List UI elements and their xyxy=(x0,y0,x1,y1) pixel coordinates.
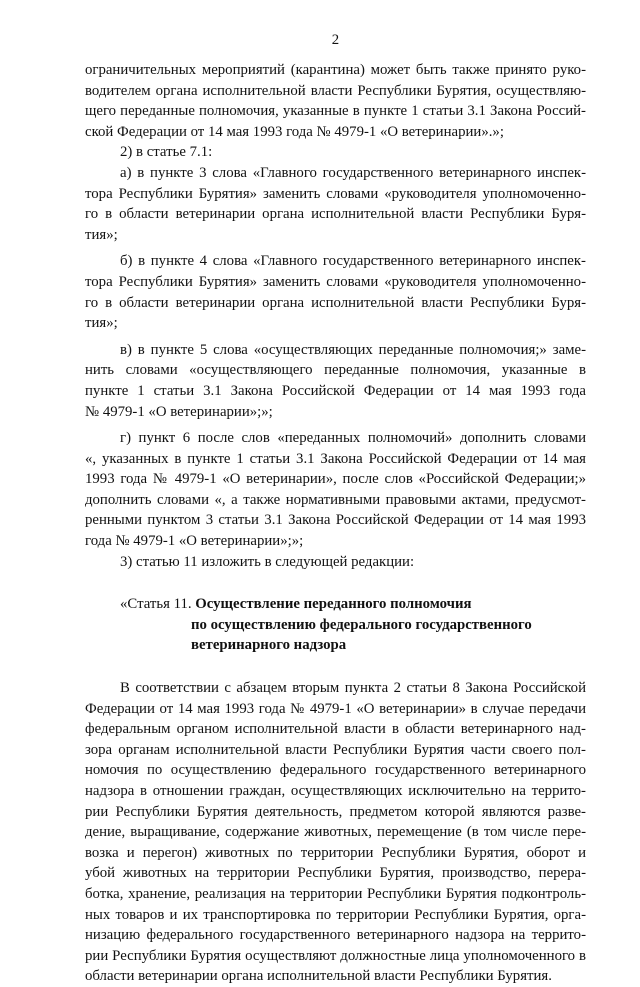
text-line: б) в пункте 4 слова «Главного государственного ветеринарного инспек- xyxy=(120,253,586,270)
article-heading xyxy=(85,594,586,656)
text-line: дение, выращивание, содержание животных, перемещение (в том числе пере- xyxy=(85,824,586,841)
text-line: тора Республики Бурятия» заменить словами «руководителя уполномоченно- xyxy=(85,273,586,290)
text-line: № 4979-1 «О ветеринарии»;»; xyxy=(85,403,273,420)
text-line: 3) статью 11 изложить в следующей редакции: xyxy=(120,553,415,570)
text-line: пункте 1 статьи 3.1 Закона Российской Федерации от 14 мая 1993 года xyxy=(85,382,586,399)
text-line: дополнить словами «, а также нормативными правовыми актами, предусмот- xyxy=(85,491,586,508)
article-title-line: ветеринарного надзора xyxy=(191,637,347,654)
text-line: области ветеринарии органа исполнительной власти Республики Бурятия. xyxy=(85,968,552,985)
text-line: рии Республики Бурятия осуществляют должностные лица уполномоченного в xyxy=(85,947,586,964)
text-line: а) в пункте 3 слова «Главного государственного ветеринарного инспек- xyxy=(120,164,586,181)
text-line: тия»; xyxy=(85,315,118,332)
text-line: ных товаров и их транспортировка по территории Республики Бурятия, орга- xyxy=(85,906,586,923)
text-line: тия»; xyxy=(85,226,118,243)
text-line: В соответствии с абзацем вторым пункта 2 статьи 8 Закона Российской xyxy=(120,680,586,697)
text-line: возка и перегон) животных по территории Республики Бурятия, оборот и xyxy=(85,844,586,861)
paragraph-item-2 xyxy=(85,142,586,163)
text-line: рии Республики Бурятия деятельность, предметом которой являются разве- xyxy=(85,803,586,820)
text-line: ботка, хранение, реализация на территории Республики Бурятия подконтроль- xyxy=(85,885,586,902)
text-line: тора Республики Бурятия» заменить словами «руководителя уполномоченно- xyxy=(85,185,586,202)
article-title-line: по осуществлению федерального государственного xyxy=(191,616,532,633)
paragraph-item-a xyxy=(85,163,586,245)
text-line: зора органам исполнительной власти Республики Бурятия части своего пол- xyxy=(85,741,586,758)
text-line: водителем органа исполнительной власти Республики Бурятия, осуществляю- xyxy=(85,82,586,99)
paragraph-item-3 xyxy=(85,552,586,573)
text-line: года № 4979-1 «О ветеринарии»;»; xyxy=(85,533,304,550)
text-line: ограничительных мероприятий (карантина) может быть также принято руко- xyxy=(85,62,586,78)
text-line: нить словами «осуществляющего переданные полномочия, указанные в xyxy=(85,362,586,379)
text-line: го в области ветеринарии органа исполнительной власти Республики Буря- xyxy=(85,206,586,223)
text-line: го в области ветеринарии органа исполнительной власти Республики Буря- xyxy=(85,294,586,311)
spacer xyxy=(85,656,586,678)
article-title-line: Осуществление переданного полномочия xyxy=(195,596,472,613)
text-line: убой животных на территории Республики Бурятия, производство, перера- xyxy=(85,865,586,882)
text-line: номочия по осуществлению федерального государственного ветеринарного xyxy=(85,762,586,779)
text-line: «, указанных в пункте 1 статьи 3.1 Закона Российской Федерации от 14 мая xyxy=(85,450,586,467)
text-line: щего переданные полномочия, указанные в пункте 1 статьи 3.1 Закона Россий- xyxy=(85,103,586,120)
text-line: ренными пунктом 3 статьи 3.1 Закона Российской Федерации от 14 мая 1993 xyxy=(85,512,586,529)
text-line: ской Федерации от 14 мая 1993 года № 4979-1 «О ветеринарии».»; xyxy=(85,123,504,140)
paragraph-item-b xyxy=(85,251,586,333)
text-line: 1993 года № 4979-1 «О ветеринарии», после слов «Российской Федерации;» xyxy=(85,471,586,488)
text-line: низацию федерального государственного ветеринарного надзора на террито- xyxy=(85,927,586,944)
text-line: федеральным органом исполнительной власти в области ветеринарного над- xyxy=(85,721,586,738)
text-line: Федерации от 14 мая 1993 года № 4979-1 «О ветеринарии» в случае передачи xyxy=(85,700,586,717)
paragraph-item-g xyxy=(85,428,586,552)
text-line: г) пункт 6 после слов «переданных полномочий» дополнить словами xyxy=(120,430,586,447)
article-body xyxy=(85,678,586,987)
spacer xyxy=(85,572,586,594)
text-line: 2) в статье 7.1: xyxy=(120,144,213,161)
text-line: надзора в отношении граждан, осуществляющих исключительно на террито- xyxy=(85,783,586,799)
paragraph-continuation xyxy=(85,60,586,142)
amendment-list xyxy=(85,60,586,572)
page-number: 2 xyxy=(331,32,340,48)
paragraph-item-v xyxy=(85,340,586,422)
article-number: «Статья 11. xyxy=(120,596,192,613)
text-line: в) в пункте 5 слова «осуществляющих переданные полномочия;» заме- xyxy=(120,341,586,358)
